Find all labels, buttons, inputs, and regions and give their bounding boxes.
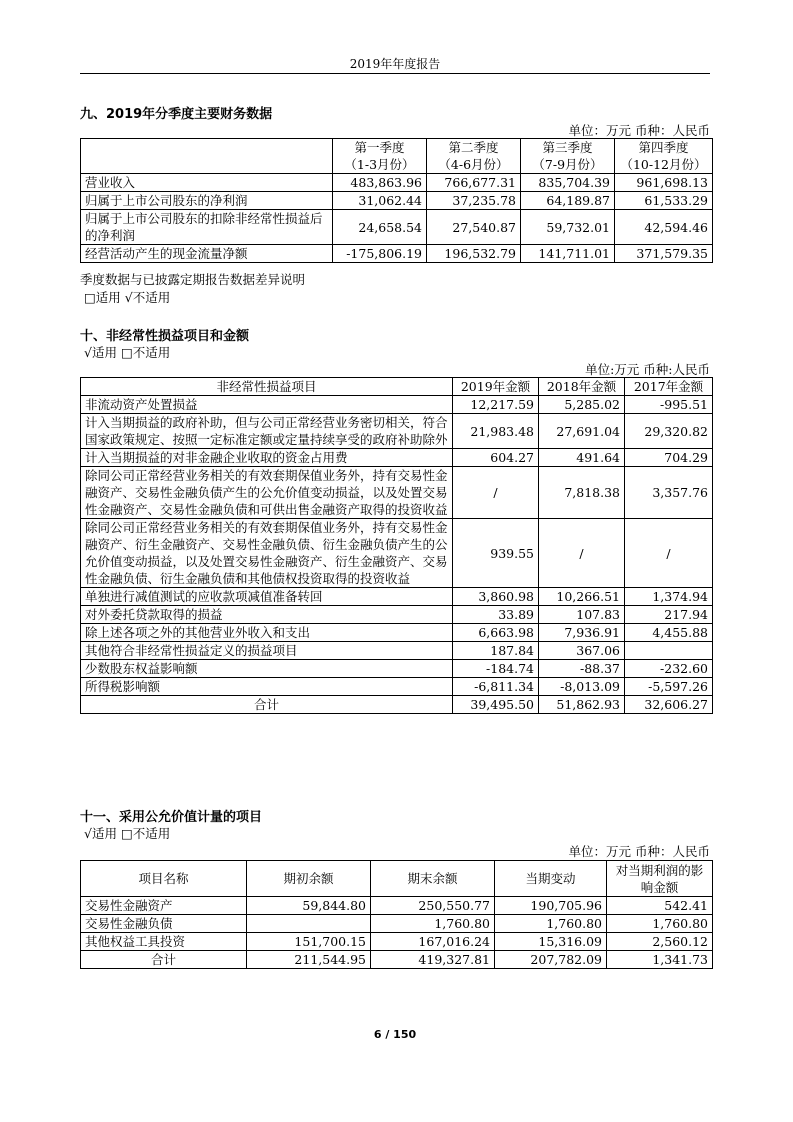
header-cell-item-name: 项目名称 xyxy=(81,861,247,897)
header-divider xyxy=(80,73,710,74)
cell-value: 12,217.59 xyxy=(453,396,539,414)
table-row xyxy=(81,396,713,414)
table-total-row xyxy=(81,696,713,714)
table-row xyxy=(81,624,713,642)
cell-value: 151,700.15 xyxy=(247,933,371,951)
row-label: 营业收入 xyxy=(81,174,333,192)
table-row xyxy=(81,449,713,467)
cell-value: 1,760.80 xyxy=(495,915,607,933)
table-row xyxy=(81,192,713,210)
cell-value: 7,936.91 xyxy=(539,624,625,642)
cell-value: 10,266.51 xyxy=(539,588,625,606)
header-cell-q4 xyxy=(615,139,713,174)
cell-value: 59,732.01 xyxy=(521,210,615,245)
cell-value: 604.27 xyxy=(453,449,539,467)
table-row xyxy=(81,414,713,449)
table-row xyxy=(81,174,713,192)
total-value: 32,606.27 xyxy=(625,696,713,714)
cell-value: / xyxy=(453,467,539,519)
header-q2-line2: （4-6月份） xyxy=(438,157,509,172)
cell-value: 835,704.39 xyxy=(521,174,615,192)
cell-value: 961,698.13 xyxy=(615,174,713,192)
header-q2-line1: 第二季度 xyxy=(448,140,499,155)
cell-value: 217.94 xyxy=(625,606,713,624)
total-label: 合计 xyxy=(81,696,453,714)
header-q1-line2: （1-3月份） xyxy=(344,157,415,172)
header-cell-2018: 2018年金额 xyxy=(539,378,625,396)
cell-value: 371,579.35 xyxy=(615,245,713,263)
section11-applicability: √适用 □不适用 xyxy=(84,826,171,841)
fair-value-table xyxy=(80,860,713,969)
table-row xyxy=(81,519,713,588)
table-row xyxy=(81,678,713,696)
table-row xyxy=(81,245,713,263)
total-value: 419,327.81 xyxy=(371,951,495,969)
row-label: 交易性金融资产 xyxy=(81,897,247,915)
table-row xyxy=(81,897,713,915)
cell-value: 1,374.94 xyxy=(625,588,713,606)
table-row xyxy=(81,210,713,245)
table-row xyxy=(81,660,713,678)
row-label: 其他权益工具投资 xyxy=(81,933,247,951)
cell-value: -184.74 xyxy=(453,660,539,678)
cell-value: 483,863.96 xyxy=(333,174,427,192)
row-label: 所得税影响额 xyxy=(81,678,453,696)
row-label: 除同公司正常经营业务相关的有效套期保值业务外，持有交易性金融资产、衍生金融资产、交易性金融负债、衍生金融负债产生的公允价值变动损益，以及处置交易性金融资产、衍生金融资产、交易性金融负债、衍生金融负债和其他债权投资取得的投资收益 xyxy=(81,519,453,588)
row-label: 计入当期损益的对非金融企业收取的资金占用费 xyxy=(81,449,453,467)
row-label: 经营活动产生的现金流量净额 xyxy=(81,245,333,263)
total-value: 39,495.50 xyxy=(453,696,539,714)
table-row xyxy=(81,642,713,660)
page-number: 6 / 150 xyxy=(373,1028,417,1041)
section9-unit: 单位：万元 币种：人民币 xyxy=(568,123,710,138)
cell-value: 37,235.78 xyxy=(427,192,521,210)
row-label: 交易性金融负债 xyxy=(81,915,247,933)
row-label: 归属于上市公司股东的扣除非经常性损益后的净利润 xyxy=(81,210,333,245)
row-label: 除同公司正常经营业务相关的有效套期保值业务外，持有交易性金融资产、交易性金融负债产生的公允价值变动损益，以及处置交易性金融资产、交易性金融负债和可供出售金融资产取得的投资收益 xyxy=(81,467,453,519)
row-label: 其他符合非经常性损益定义的损益项目 xyxy=(81,642,453,660)
total-value: 51,862.93 xyxy=(539,696,625,714)
section9-title: 九、2019年分季度主要财务数据 xyxy=(80,107,273,122)
cell-value: 190,705.96 xyxy=(495,897,607,915)
total-label: 合计 xyxy=(81,951,247,969)
cell-value: -175,806.19 xyxy=(333,245,427,263)
row-label: 少数股东权益影响额 xyxy=(81,660,453,678)
cell-value: 31,062.44 xyxy=(333,192,427,210)
cell-value: 141,711.01 xyxy=(521,245,615,263)
header-q4-line1: 第四季度 xyxy=(638,140,689,155)
cell-value: 33.89 xyxy=(453,606,539,624)
cell-value: 3,860.98 xyxy=(453,588,539,606)
row-label: 对外委托贷款取得的损益 xyxy=(81,606,453,624)
cell-value: 766,677.31 xyxy=(427,174,521,192)
cell-value: 196,532.79 xyxy=(427,245,521,263)
cell-value: 542.41 xyxy=(607,897,713,915)
table-header-row xyxy=(81,378,713,396)
row-label: 归属于上市公司股东的净利润 xyxy=(81,192,333,210)
quarterly-data-table xyxy=(80,138,713,263)
header-cell-empty xyxy=(81,139,333,174)
cell-value xyxy=(625,642,713,660)
cell-value: 64,189.87 xyxy=(521,192,615,210)
row-label: 非流动资产处置损益 xyxy=(81,396,453,414)
cell-value: 27,691.04 xyxy=(539,414,625,449)
cell-value: 24,658.54 xyxy=(333,210,427,245)
cell-value: 4,455.88 xyxy=(625,624,713,642)
cell-value: 2,560.12 xyxy=(607,933,713,951)
cell-value: -88.37 xyxy=(539,660,625,678)
header-cell-q2 xyxy=(427,139,521,174)
cell-value: -232.60 xyxy=(625,660,713,678)
table-total-row xyxy=(81,951,713,969)
report-header: 2019年年度报告 xyxy=(349,57,441,71)
section10-title: 十、非经常性损益项目和金额 xyxy=(80,329,250,344)
table-row xyxy=(81,933,713,951)
cell-value: / xyxy=(625,519,713,588)
cell-value: 939.55 xyxy=(453,519,539,588)
table-row xyxy=(81,588,713,606)
total-value: 207,782.09 xyxy=(495,951,607,969)
cell-value: 5,285.02 xyxy=(539,396,625,414)
section10-applicability: √适用 □不适用 xyxy=(84,345,171,360)
cell-value: 15,316.09 xyxy=(495,933,607,951)
header-cell-closing: 期末余额 xyxy=(371,861,495,897)
table-row xyxy=(81,606,713,624)
cell-value xyxy=(247,915,371,933)
cell-value: 27,540.87 xyxy=(427,210,521,245)
table-header-row xyxy=(81,861,713,897)
section9-note: 季度数据与已披露定期报告数据差异说明 xyxy=(80,272,306,287)
cell-value: 7,818.38 xyxy=(539,467,625,519)
header-cell-item: 非经常性损益项目 xyxy=(81,378,453,396)
cell-value: 1,760.80 xyxy=(607,915,713,933)
cell-value: 21,983.48 xyxy=(453,414,539,449)
cell-value: / xyxy=(539,519,625,588)
cell-value: 187.84 xyxy=(453,642,539,660)
row-label: 计入当期损益的政府补助，但与公司正常经营业务密切相关，符合国家政策规定、按照一定标准定额或定量持续享受的政府补助除外 xyxy=(81,414,453,449)
section10-unit: 单位:万元 币种:人民币 xyxy=(585,362,710,377)
header-cell-opening: 期初余额 xyxy=(247,861,371,897)
cell-value: 1,760.80 xyxy=(371,915,495,933)
header-q4-line2: （10-12月份） xyxy=(620,157,707,172)
cell-value: 29,320.82 xyxy=(625,414,713,449)
header-cell-q1 xyxy=(333,139,427,174)
cell-value: -6,811.34 xyxy=(453,678,539,696)
cell-value: 6,663.98 xyxy=(453,624,539,642)
cell-value: 367.06 xyxy=(539,642,625,660)
header-cell-profit-impact: 对当期利润的影响金额 xyxy=(607,861,713,897)
cell-value: 704.29 xyxy=(625,449,713,467)
header-cell-q3 xyxy=(521,139,615,174)
row-label: 除上述各项之外的其他营业外收入和支出 xyxy=(81,624,453,642)
total-value: 1,341.73 xyxy=(607,951,713,969)
table-header-row xyxy=(81,139,713,174)
cell-value: 107.83 xyxy=(539,606,625,624)
total-value: 211,544.95 xyxy=(247,951,371,969)
cell-value: 3,357.76 xyxy=(625,467,713,519)
header-cell-2017: 2017年金额 xyxy=(625,378,713,396)
cell-value: 59,844.80 xyxy=(247,897,371,915)
header-q3-line2: （7-9月份） xyxy=(532,157,603,172)
header-q1-line1: 第一季度 xyxy=(354,140,405,155)
table-row xyxy=(81,467,713,519)
table-row xyxy=(81,915,713,933)
section11-title: 十一、采用公允价值计量的项目 xyxy=(80,810,263,825)
cell-value: 491.64 xyxy=(539,449,625,467)
header-cell-change: 当期变动 xyxy=(495,861,607,897)
section9-applicability: □适用 √不适用 xyxy=(84,290,171,305)
cell-value: 167,016.24 xyxy=(371,933,495,951)
section11-unit: 单位：万元 币种：人民币 xyxy=(568,844,710,859)
header-cell-2019: 2019年金额 xyxy=(453,378,539,396)
cell-value: -5,597.26 xyxy=(625,678,713,696)
cell-value: -8,013.09 xyxy=(539,678,625,696)
row-label: 单独进行减值测试的应收款项减值准备转回 xyxy=(81,588,453,606)
cell-value: 250,550.77 xyxy=(371,897,495,915)
cell-value: -995.51 xyxy=(625,396,713,414)
cell-value: 42,594.46 xyxy=(615,210,713,245)
cell-value: 61,533.29 xyxy=(615,192,713,210)
non-recurring-items-table xyxy=(80,377,713,714)
header-q3-line1: 第三季度 xyxy=(542,140,593,155)
